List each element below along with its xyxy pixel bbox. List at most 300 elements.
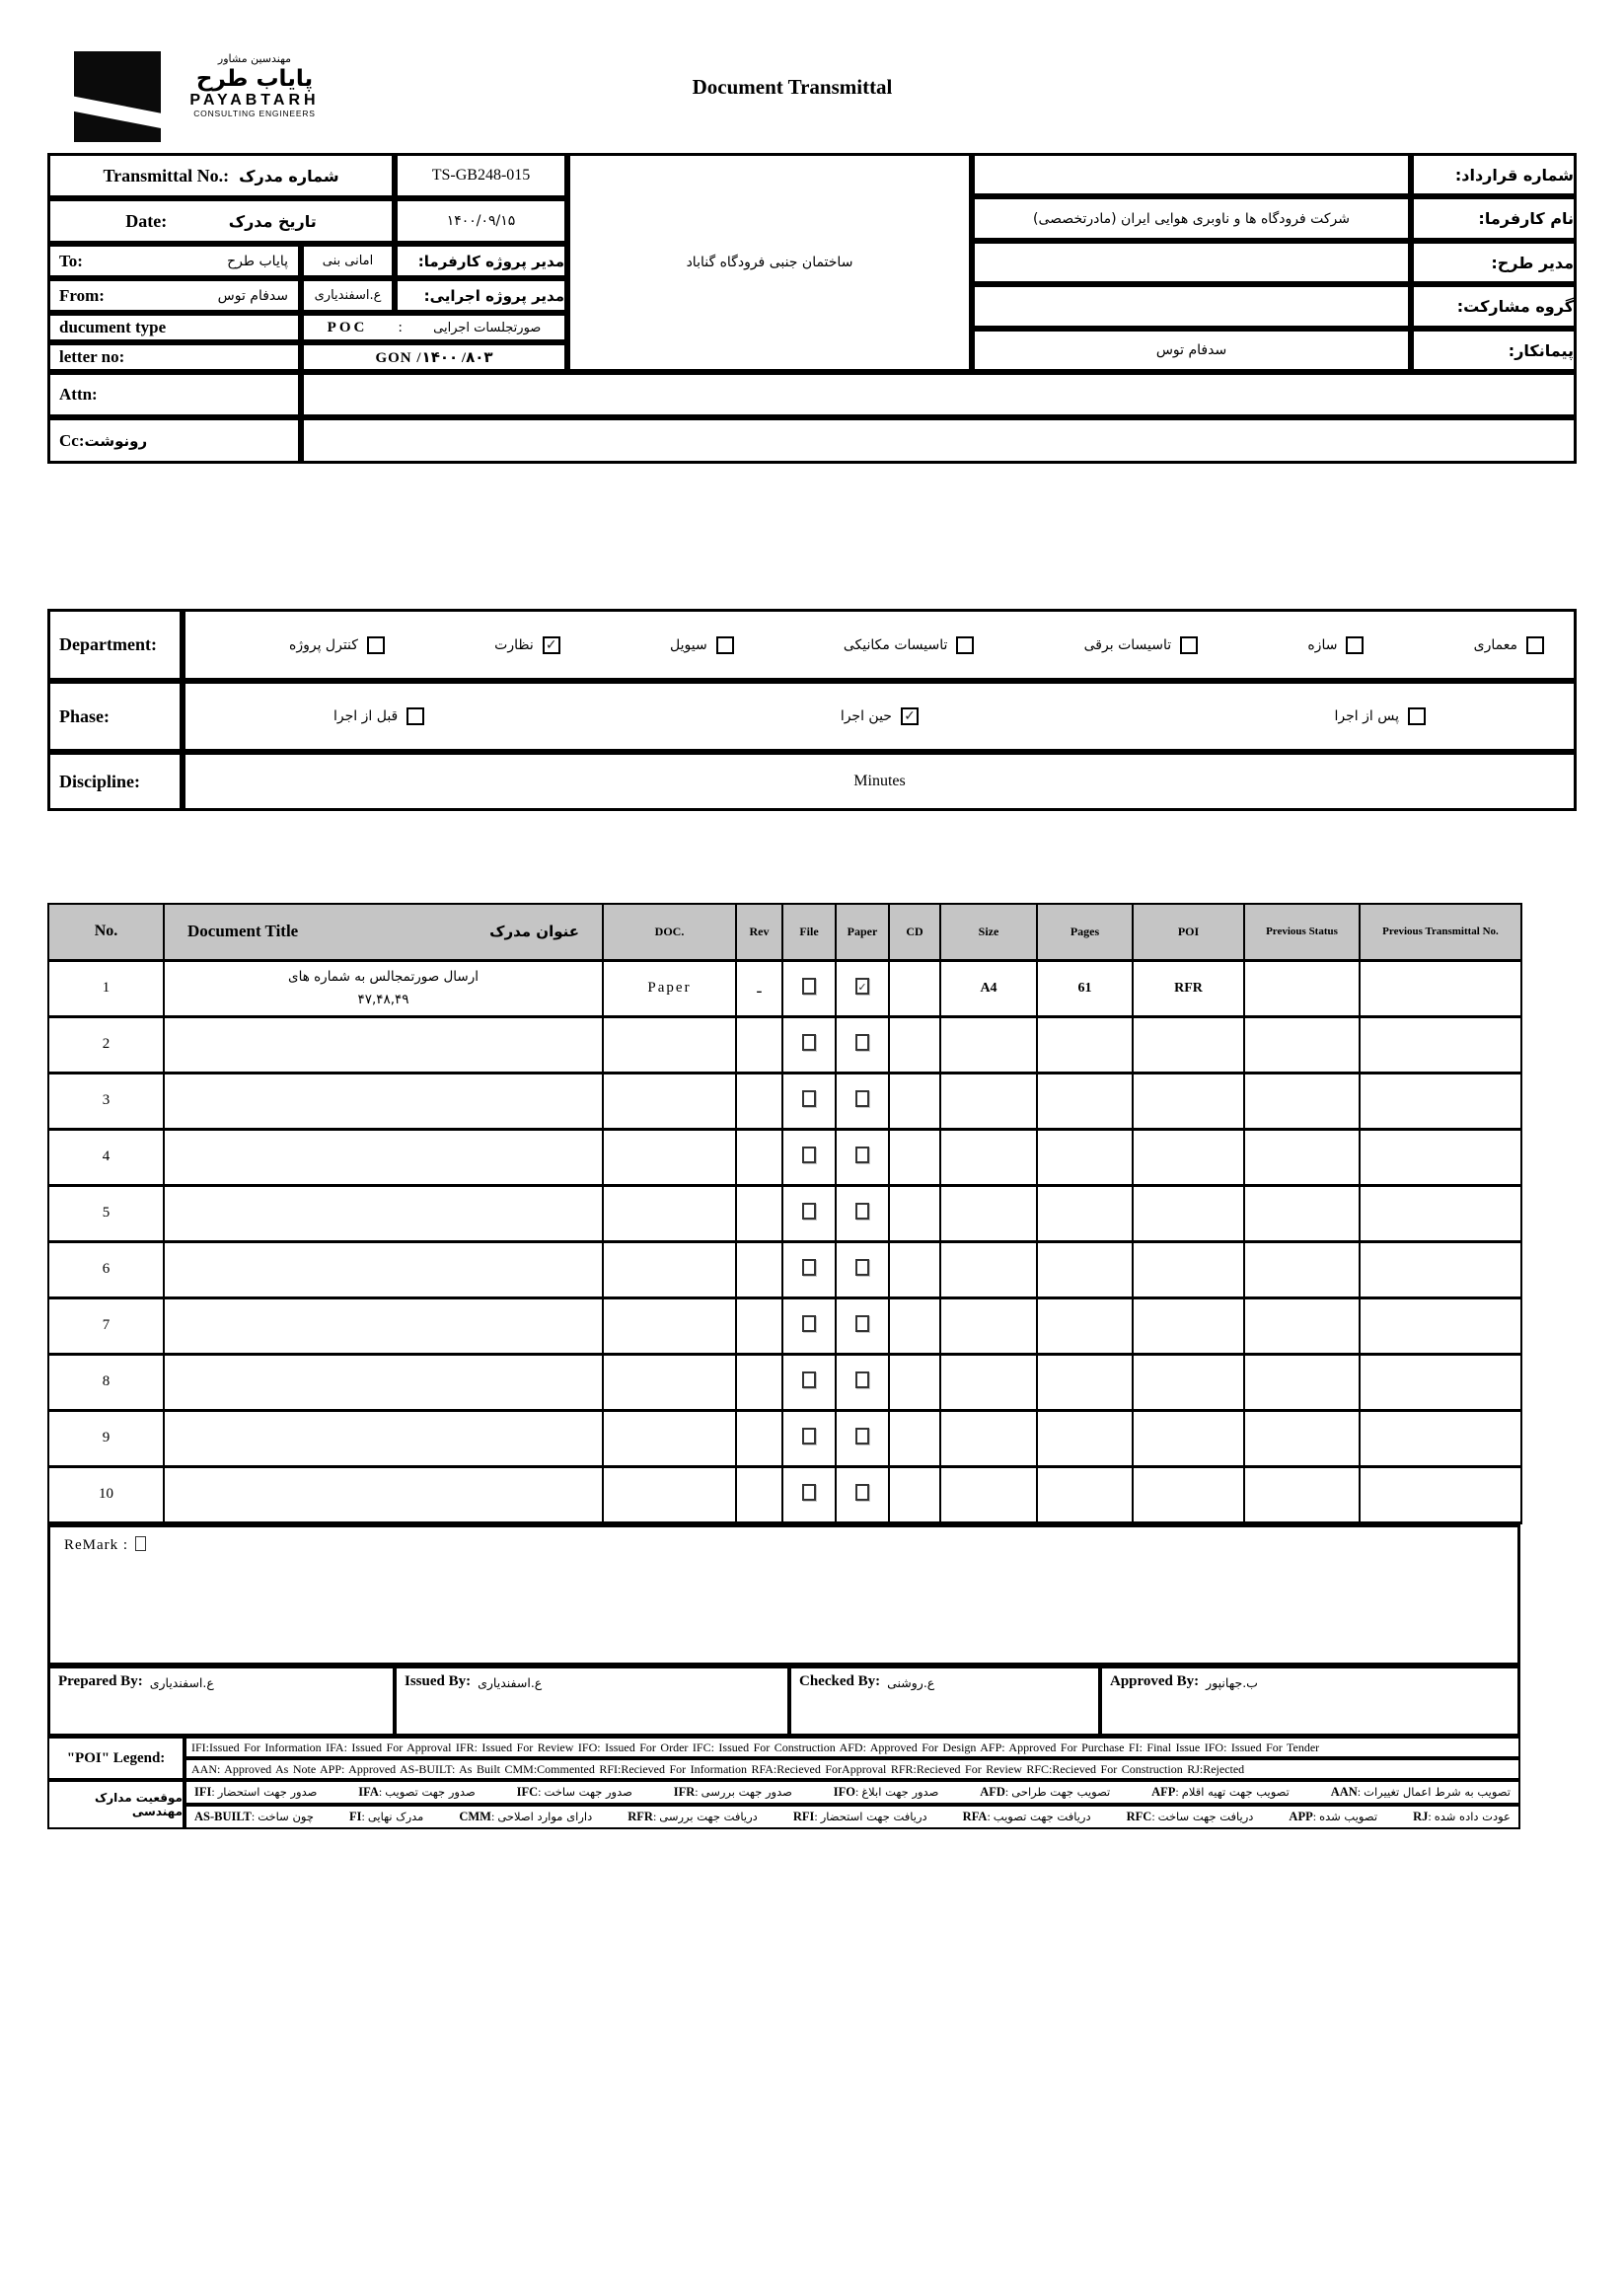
doc-row-title: ارسال صورتمجالس به شماره های ۴۷,۴۸,۴۹: [164, 960, 603, 1016]
department-option: [844, 636, 975, 654]
doc-row-prev-status: [1244, 1354, 1360, 1410]
transmittal-info-table: [47, 153, 1577, 464]
doc-row-prev-transmittal: [1360, 1354, 1521, 1410]
poi-legend-item: RJ: عودت داده شده: [1413, 1810, 1511, 1823]
doc-row-cd: [889, 960, 940, 1016]
doc-row-pages: [1037, 1241, 1133, 1297]
doc-row-title: [164, 1129, 603, 1185]
doc-row-paper-cell: [836, 1241, 889, 1297]
client-name-label: نام کارفرما:: [1411, 196, 1577, 241]
client-pm-label: مدیر پروژه کارفرما:: [395, 244, 567, 278]
poi-code-description: مدرک نهایی: [367, 1810, 424, 1823]
department-option-label: نظارت: [494, 636, 534, 653]
poi-code-description: تصویب جهت طراحی: [1011, 1785, 1111, 1799]
remark-empty-box: [135, 1536, 146, 1551]
doc-row-rev: [736, 1410, 782, 1466]
poi-code-description: دریافت جهت ساخت: [1157, 1810, 1254, 1823]
logo-en-subtitle: CONSULTING ENGINEERS: [193, 109, 316, 119]
file-checkbox[interactable]: [802, 1315, 816, 1332]
doc-row-doc: [603, 1185, 736, 1241]
doc-row-prev-transmittal: [1360, 1016, 1521, 1073]
doc-row-file-cell: [782, 1241, 836, 1297]
doc-row-prev-transmittal: [1360, 1241, 1521, 1297]
doc-row-number: 7: [48, 1297, 164, 1354]
poi-code: AFD: [980, 1785, 1005, 1799]
poi-legend-item: RFC: دریافت جهت ساخت: [1126, 1810, 1254, 1823]
department-checkbox[interactable]: [956, 636, 974, 654]
department-option: [1084, 636, 1198, 654]
phase-checkbox[interactable]: [406, 707, 424, 725]
partnership-group-value: [972, 284, 1411, 329]
doc-row-pages: [1037, 1016, 1133, 1073]
paper-checkbox[interactable]: [855, 1428, 869, 1444]
date-label: Date: تاریخ مدرک: [47, 198, 395, 244]
doc-row-title: [164, 1354, 603, 1410]
doc-row-cd: [889, 1241, 940, 1297]
doc-table-row: [48, 1185, 1521, 1241]
paper-checkbox[interactable]: [855, 1259, 869, 1276]
doc-row-paper-cell: [836, 1354, 889, 1410]
doc-row-pages: [1037, 1185, 1133, 1241]
doc-row-rev: [736, 1241, 782, 1297]
doc-table-row: [48, 1410, 1521, 1466]
phase-option: [841, 707, 919, 725]
doc-row-poi: [1133, 1241, 1244, 1297]
doc-row-number: 9: [48, 1410, 164, 1466]
doc-row-rev: [736, 1354, 782, 1410]
department-option-label: تاسیسات برقی: [1083, 636, 1172, 653]
doc-table-row: [48, 1354, 1521, 1410]
remark-label: ReMark :: [64, 1537, 129, 1553]
doc-row-doc: [603, 1073, 736, 1129]
department-option-label: معماری: [1473, 636, 1517, 653]
file-checkbox[interactable]: [802, 1147, 816, 1163]
design-manager-value: [972, 241, 1411, 284]
doc-row-prev-status: [1244, 1241, 1360, 1297]
client-name-value: شرکت فرودگاه ها و ناوبری هوایی ایران (مادرتخصصی): [972, 196, 1411, 241]
poi-legend-item: IFA: صدور جهت تصویب: [358, 1785, 476, 1799]
poi-code: IFC: [516, 1785, 539, 1799]
col-header-prev-transmittal: Previous Transmittal No.: [1360, 904, 1521, 960]
doc-row-pages: [1037, 1410, 1133, 1466]
col-header-cd: CD: [889, 904, 940, 960]
department-option-label: سازه: [1307, 636, 1338, 653]
company-logo-icon: [74, 51, 161, 142]
poi-code-description: دارای موارد اصلاحی: [497, 1810, 593, 1823]
poi-code-description: تصویب به شرط اعمال تغییرات: [1364, 1785, 1511, 1799]
doc-row-rev: ـ: [736, 960, 782, 1016]
department-checkbox[interactable]: [543, 636, 560, 654]
file-checkbox[interactable]: [802, 978, 816, 995]
poi-code-description: تصویب شده: [1319, 1810, 1378, 1823]
department-checkbox[interactable]: [1526, 636, 1544, 654]
doc-row-title: [164, 1297, 603, 1354]
paper-checkbox[interactable]: [855, 1034, 869, 1051]
doc-row-poi: [1133, 1185, 1244, 1241]
doc-row-prev-transmittal: [1360, 1185, 1521, 1241]
department-option-label: سیویل: [669, 636, 707, 653]
poi-code-description: چون ساخت: [258, 1810, 314, 1823]
doc-row-number: 6: [48, 1241, 164, 1297]
department-checkbox[interactable]: [1346, 636, 1364, 654]
poi-code-description: دریافت جهت استحضار: [820, 1810, 927, 1823]
doc-row-number: 8: [48, 1354, 164, 1410]
doc-row-paper-cell: [836, 1129, 889, 1185]
col-header-title: Document Title عنوان مدرک: [164, 904, 603, 960]
department-option: [494, 636, 560, 654]
poi-legend-item: RFA: دریافت جهت تصویب: [962, 1810, 1091, 1823]
doc-table-header-row: [48, 904, 1521, 960]
doc-row-number: 5: [48, 1185, 164, 1241]
doc-table-row: [48, 960, 1521, 1016]
poi-legend-item: IFR: صدور جهت بررسی: [673, 1785, 792, 1799]
doc-row-prev-transmittal: [1360, 1466, 1521, 1522]
doc-table-row: [48, 1297, 1521, 1354]
phase-option: [1335, 707, 1426, 725]
department-option-label: کنترل پروژه: [289, 636, 358, 653]
poi-legend: [47, 1737, 1520, 1829]
poi-code-description: صدور جهت ابلاغ: [861, 1785, 939, 1799]
poi-code: RFA: [962, 1810, 988, 1823]
doc-table-row: [48, 1466, 1521, 1522]
poi-code: AS-BUILT: [194, 1810, 252, 1823]
paper-checkbox[interactable]: [855, 1315, 869, 1332]
poi-legend-item: IFO: صدور جهت ابلاغ: [833, 1785, 939, 1799]
doc-row-title: [164, 1241, 603, 1297]
paper-checkbox[interactable]: [855, 1203, 869, 1220]
doc-row-number: 1: [48, 960, 164, 1016]
approved-by-label: Approved By:: [1110, 1673, 1200, 1689]
doc-table-row: [48, 1129, 1521, 1185]
poi-legend-item: AFD: تصویب جهت طراحی: [980, 1785, 1111, 1799]
doc-row-prev-status: [1244, 1466, 1360, 1522]
doc-row-pages: [1037, 1073, 1133, 1129]
poi-legend-item: AS-BUILT: چون ساخت: [194, 1810, 314, 1823]
doc-row-prev-transmittal: [1360, 1073, 1521, 1129]
contractor-value: سدفام توس: [972, 329, 1411, 372]
doc-row-number: 4: [48, 1129, 164, 1185]
doc-row-poi: [1133, 1466, 1244, 1522]
poi-legend-item: APP: تصویب شده: [1289, 1810, 1378, 1823]
doc-row-paper-cell: [836, 1466, 889, 1522]
letter-no-value: GON /۱۴۰۰ /۸۰۳: [301, 342, 567, 372]
doc-row-title: [164, 1016, 603, 1073]
col-header-prev-status: Previous Status: [1244, 904, 1360, 960]
poi-code-description: دریافت جهت تصویب: [993, 1810, 1091, 1823]
doc-row-size: [940, 1073, 1037, 1129]
attn-value: [301, 372, 1577, 417]
document-type-value: POC : صورتجلسات اجرایی: [301, 313, 567, 342]
doc-row-prev-transmittal: [1360, 960, 1521, 1016]
poi-code-description: صدور جهت بررسی: [701, 1785, 792, 1799]
poi-legend-item: CMM: دارای موارد اصلاحی: [459, 1810, 593, 1823]
col-header-pages: Pages: [1037, 904, 1133, 960]
design-manager-label: مدیر طرح:: [1411, 241, 1577, 284]
poi-code: AFP: [1151, 1785, 1176, 1799]
doc-row-poi: [1133, 1354, 1244, 1410]
poi-code: APP: [1289, 1810, 1313, 1823]
col-header-paper: Paper: [836, 904, 889, 960]
issued-by-cell: [395, 1666, 789, 1737]
doc-row-rev: [736, 1466, 782, 1522]
doc-row-doc: Paper: [603, 960, 736, 1016]
file-checkbox[interactable]: [802, 1090, 816, 1107]
doc-row-cd: [889, 1073, 940, 1129]
document-type-label: ducument type: [47, 313, 301, 342]
doc-row-rev: [736, 1185, 782, 1241]
contract-no-value: [972, 153, 1411, 196]
doc-row-size: [940, 1466, 1037, 1522]
poi-code: IFA: [358, 1785, 379, 1799]
issued-by-label: Issued By:: [405, 1673, 472, 1689]
doc-row-poi: RFR: [1133, 960, 1244, 1016]
poi-code-description: صدور جهت استحضار: [217, 1785, 318, 1799]
poi-code-description: دریافت جهت بررسی: [659, 1810, 758, 1823]
doc-row-title: [164, 1466, 603, 1522]
department-checkbox[interactable]: [367, 636, 385, 654]
department-option: [670, 636, 734, 654]
department-options: [183, 609, 1577, 681]
doc-row-doc: [603, 1129, 736, 1185]
doc-row-cd: [889, 1185, 940, 1241]
logo-en-name: PAYABTARH: [189, 92, 320, 110]
doc-row-cd: [889, 1129, 940, 1185]
doc-table-row: [48, 1016, 1521, 1073]
doc-row-file-cell: [782, 960, 836, 1016]
poi-legend-en-line1: IFI:Issued For Information IFA: Issued For Approval IFR: Issued For Review IFO: Issued For Order IFC: Issued For Construction AFD: Approved For Design AFP: Approved For Purchase FI: Final Issue IFO: Issued For Tender: [185, 1737, 1520, 1758]
doc-row-number: 2: [48, 1016, 164, 1073]
file-checkbox[interactable]: [802, 1484, 816, 1501]
poi-code: IFI: [194, 1785, 212, 1799]
logo-fa-name: پایاب طرح: [195, 65, 314, 92]
doc-row-file-cell: [782, 1129, 836, 1185]
poi-code: AAN: [1330, 1785, 1358, 1799]
doc-row-cd: [889, 1466, 940, 1522]
discipline-label: Discipline:: [47, 752, 183, 811]
department-checkbox[interactable]: [716, 636, 734, 654]
page-title: Document Transmittal: [692, 75, 893, 99]
doc-row-rev: [736, 1016, 782, 1073]
file-checkbox[interactable]: [802, 1259, 816, 1276]
doc-row-prev-status: [1244, 1016, 1360, 1073]
signature-row: [47, 1666, 1520, 1737]
doc-row-rev: [736, 1297, 782, 1354]
doc-row-file-cell: [782, 1185, 836, 1241]
doc-row-size: [940, 1016, 1037, 1073]
poi-code: RFR: [627, 1810, 653, 1823]
doc-row-file-cell: [782, 1073, 836, 1129]
poi-code: CMM: [459, 1810, 491, 1823]
doc-row-prev-status: [1244, 1129, 1360, 1185]
doc-row-poi: [1133, 1016, 1244, 1073]
doc-row-paper-cell: [836, 1185, 889, 1241]
letter-no-label: letter no:: [47, 342, 301, 372]
approved-by-cell: [1100, 1666, 1520, 1737]
logo-swoosh-shape: [74, 95, 161, 132]
date-value: ۱۴۰۰/۰۹/۱۵: [395, 198, 567, 244]
doc-row-title: [164, 1185, 603, 1241]
approved-by-value: ب.جهانپور: [1206, 1675, 1258, 1690]
doc-row-pages: [1037, 1129, 1133, 1185]
poi-legend-fa-line2: [185, 1805, 1520, 1829]
issued-by-value: ع.اسفندیاری: [478, 1675, 543, 1690]
phase-options: [183, 681, 1577, 752]
poi-code: RFC: [1126, 1810, 1152, 1823]
doc-row-paper-cell: [836, 1410, 889, 1466]
doc-row-size: [940, 1354, 1037, 1410]
poi-code: RJ: [1413, 1810, 1429, 1823]
doc-row-size: A4: [940, 960, 1037, 1016]
poi-code-description: صدور جهت ساخت: [544, 1785, 632, 1799]
doc-row-rev: [736, 1129, 782, 1185]
doc-row-prev-transmittal: [1360, 1297, 1521, 1354]
discipline-value: Minutes: [183, 752, 1577, 811]
poi-legend-item: AFP: تصویب جهت تهیه اقلام: [1151, 1785, 1290, 1799]
doc-row-prev-status: [1244, 1185, 1360, 1241]
paper-checkbox[interactable]: [855, 1371, 869, 1388]
col-header-doc: DOC.: [603, 904, 736, 960]
phase-option-label: حین اجرا: [840, 708, 892, 724]
col-header-size: Size: [940, 904, 1037, 960]
doc-row-doc: [603, 1241, 736, 1297]
doc-row-doc: [603, 1466, 736, 1522]
contract-no-label: شماره قرارداد:: [1411, 153, 1577, 196]
doc-row-prev-transmittal: [1360, 1129, 1521, 1185]
logo-text-block: [166, 53, 343, 119]
prepared-by-value: ع.اسفندیاری: [149, 1675, 214, 1690]
cc-label: Cc: رونوشت: [47, 417, 301, 464]
checked-by-value: ع.روشنی: [887, 1675, 935, 1690]
poi-code-description: صدور جهت تصویب: [385, 1785, 476, 1799]
poi-code-description: عودت داده شده: [1434, 1810, 1511, 1823]
doc-table-row: [48, 1241, 1521, 1297]
from-field: From: سدفام توس: [47, 278, 301, 313]
doc-row-doc: [603, 1297, 736, 1354]
department-option: [1474, 636, 1544, 654]
to-person: امانی بنی: [301, 244, 395, 278]
remark-box: [47, 1524, 1520, 1666]
phase-option-label: پس از اجرا: [1334, 708, 1399, 724]
classification-table: [47, 609, 1577, 811]
poi-legend-fa-line1: [185, 1780, 1520, 1805]
poi-code: IFO: [833, 1785, 855, 1799]
doc-row-prev-transmittal: [1360, 1410, 1521, 1466]
doc-row-pages: [1037, 1466, 1133, 1522]
poi-code-description: تصویب جهت تهیه اقلام: [1181, 1785, 1290, 1799]
doc-row-pages: [1037, 1297, 1133, 1354]
doc-row-prev-status: [1244, 1073, 1360, 1129]
logo-fa-tagline: مهندسین مشاور: [217, 52, 292, 65]
phase-label: Phase:: [47, 681, 183, 752]
prepared-by-cell: [47, 1666, 395, 1737]
from-person: ع.اسفندیاری: [301, 278, 395, 313]
doc-row-prev-status: [1244, 960, 1360, 1016]
doc-row-poi: [1133, 1297, 1244, 1354]
paper-checkbox[interactable]: [855, 978, 869, 995]
checked-by-label: Checked By:: [799, 1673, 881, 1689]
poi-code: IFR: [673, 1785, 696, 1799]
poi-code: FI: [348, 1810, 362, 1823]
file-checkbox[interactable]: [802, 1034, 816, 1051]
doc-row-paper-cell: [836, 1297, 889, 1354]
doc-row-size: [940, 1410, 1037, 1466]
doc-row-size: [940, 1185, 1037, 1241]
phase-checkbox[interactable]: [901, 707, 919, 725]
doc-row-prev-status: [1244, 1410, 1360, 1466]
doc-row-paper-cell: [836, 1016, 889, 1073]
poi-legend-item: RFR: دریافت جهت بررسی: [627, 1810, 758, 1823]
attn-label: Attn:: [47, 372, 301, 417]
to-field: To: پایاب طرح: [47, 244, 301, 278]
col-header-file: File: [782, 904, 836, 960]
project-name: ساختمان جنبی فرودگاه گناباد: [567, 153, 972, 372]
doc-row-pages: 61: [1037, 960, 1133, 1016]
col-header-no: No.: [48, 904, 164, 960]
paper-checkbox[interactable]: [855, 1090, 869, 1107]
poi-legend-item: AAN: تصویب به شرط اعمال تغییرات: [1330, 1785, 1511, 1799]
doc-row-pages: [1037, 1354, 1133, 1410]
doc-row-doc: [603, 1016, 736, 1073]
doc-row-cd: [889, 1410, 940, 1466]
file-checkbox[interactable]: [802, 1428, 816, 1444]
poi-legend-item: FI: مدرک نهایی: [348, 1810, 424, 1823]
doc-row-size: [940, 1129, 1037, 1185]
phase-option: [333, 707, 424, 725]
col-header-rev: Rev: [736, 904, 782, 960]
poi-legend-item: IFI: صدور جهت استحضار: [194, 1785, 318, 1799]
doc-row-poi: [1133, 1410, 1244, 1466]
exec-pm-label: مدیر پروژه اجرایی:: [395, 278, 567, 313]
paper-checkbox[interactable]: [855, 1484, 869, 1501]
department-label: Department:: [47, 609, 183, 681]
partnership-group-label: گروه مشارکت:: [1411, 284, 1577, 329]
doc-row-file-cell: [782, 1466, 836, 1522]
doc-row-file-cell: [782, 1016, 836, 1073]
phase-option-label: قبل از اجرا: [333, 708, 399, 724]
transmittal-no-value: TS-GB248-015: [395, 153, 567, 198]
documents-table: [47, 903, 1522, 1524]
doc-row-size: [940, 1297, 1037, 1354]
department-option: [289, 636, 385, 654]
doc-row-poi: [1133, 1129, 1244, 1185]
department-checkbox[interactable]: [1180, 636, 1198, 654]
poi-code: RFI: [792, 1810, 815, 1823]
cc-value: [301, 417, 1577, 464]
file-checkbox[interactable]: [802, 1371, 816, 1388]
doc-status-legend-label: موقعیت مدارک مهندسی: [47, 1780, 185, 1829]
poi-legend-label: "POI" Legend:: [47, 1737, 185, 1780]
doc-row-paper-cell: [836, 960, 889, 1016]
transmittal-no-label: Transmittal No.: شماره مدرک: [47, 153, 395, 198]
phase-checkbox[interactable]: [1408, 707, 1426, 725]
doc-row-number: 10: [48, 1466, 164, 1522]
checked-by-cell: [789, 1666, 1100, 1737]
paper-checkbox[interactable]: [855, 1147, 869, 1163]
prepared-by-label: Prepared By:: [58, 1673, 143, 1689]
doc-row-file-cell: [782, 1410, 836, 1466]
doc-row-doc: [603, 1410, 736, 1466]
department-option: [1307, 636, 1364, 654]
poi-legend-item: RFI: دریافت جهت استحضار: [792, 1810, 927, 1823]
doc-row-prev-status: [1244, 1297, 1360, 1354]
contractor-label: پیمانکار:: [1411, 329, 1577, 372]
department-option-label: تاسیسات مکانیکی: [843, 636, 948, 653]
doc-row-paper-cell: [836, 1073, 889, 1129]
poi-legend-en-line2: AAN: Approved As Note APP: Approved AS-BUILT: As Built CMM:Commented RFI:Recieved For Information RFA:Recieved ForApproval RFR:Recieved For Review RFC:Recieved For Construction RJ:Rejected: [185, 1758, 1520, 1780]
doc-row-size: [940, 1241, 1037, 1297]
doc-row-file-cell: [782, 1354, 836, 1410]
file-checkbox[interactable]: [802, 1203, 816, 1220]
